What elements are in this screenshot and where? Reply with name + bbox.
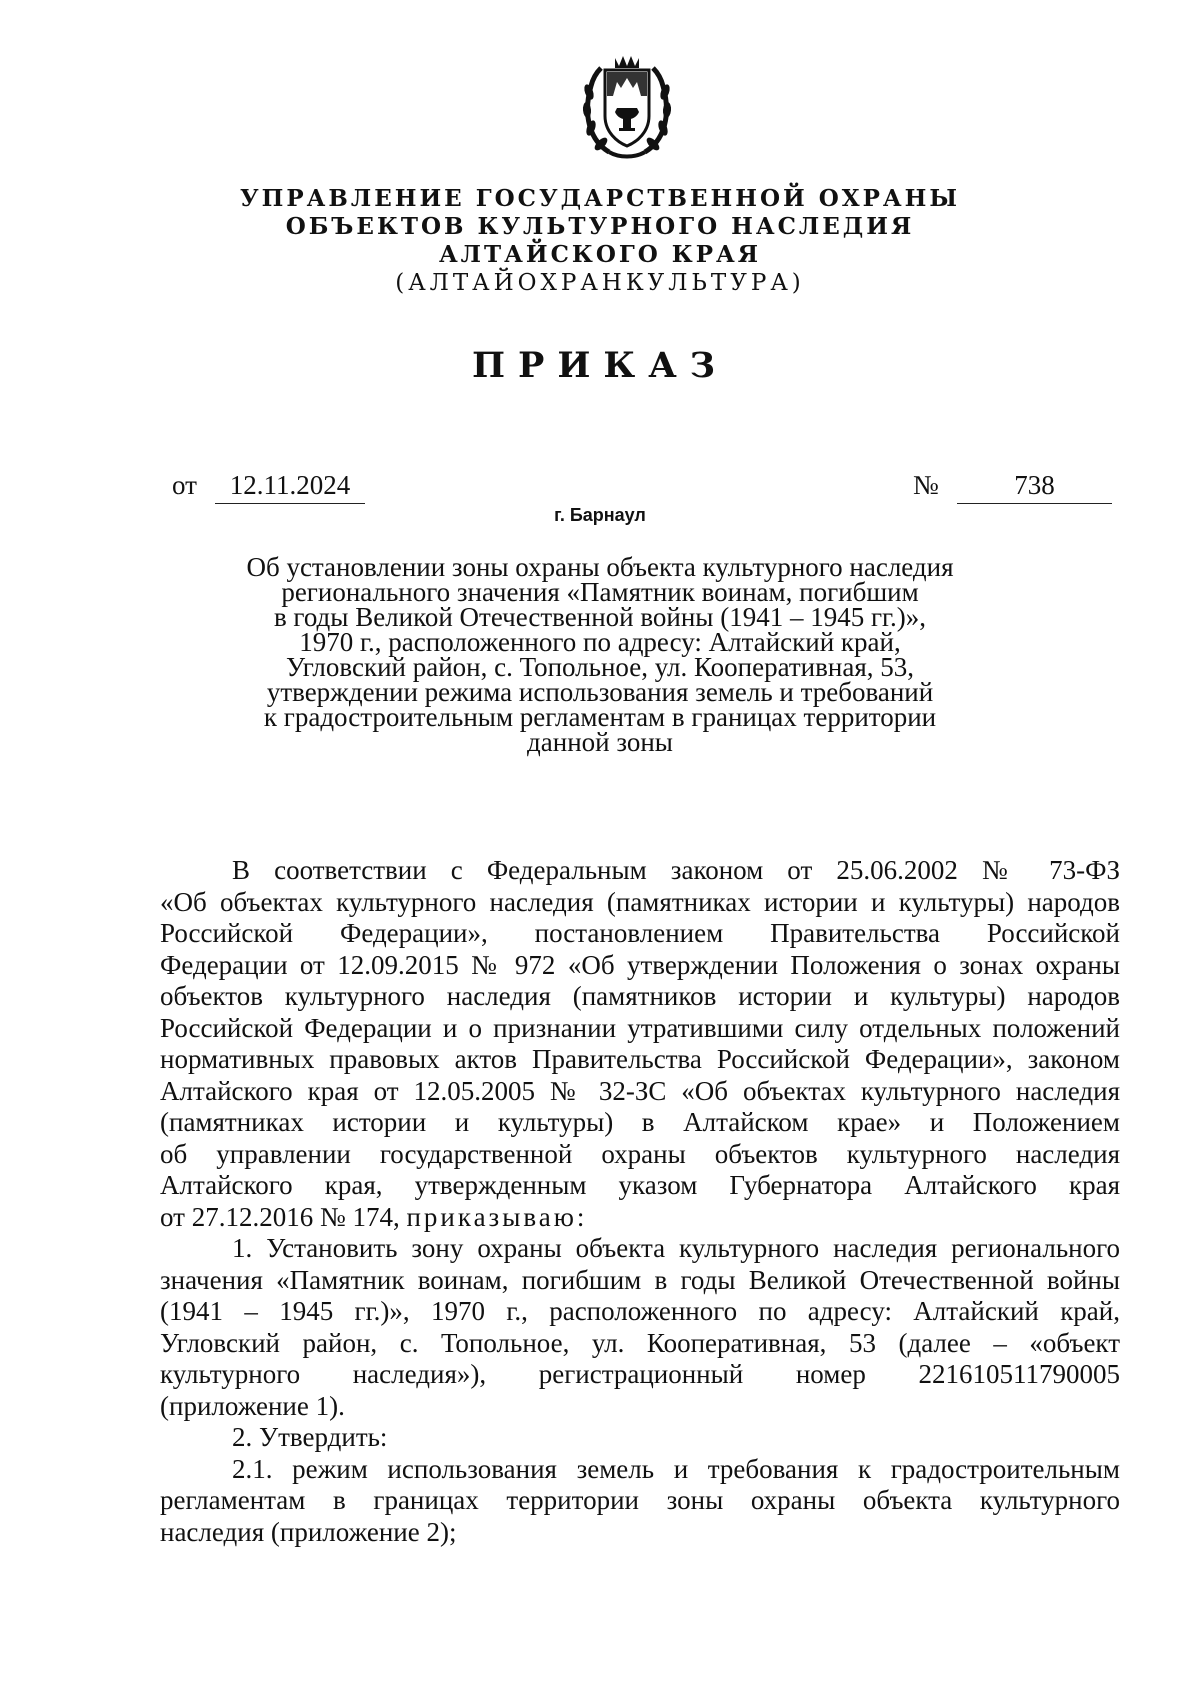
subject-line: в годы Великой Отечественной войны (1941 – 1945 гг.)», — [273, 602, 927, 632]
item-2-1-line: регламентам в границах территории зоны охраны объекта культурного — [160, 1485, 1120, 1515]
body-line — [160, 1202, 1120, 1234]
body-line: «Об объектах культурного наследия (памятниках истории и культуры) народов — [160, 886, 1120, 917]
item-1-line: 1. Установить зону охраны объекта культурного наследия регионального — [232, 1233, 1120, 1263]
body-line: нормативных правовых актов Правительства Российской Федерации», законом — [160, 1044, 1120, 1074]
item-2-1-line: наследия (приложение 2); — [160, 1516, 457, 1547]
item-1-line: значения «Памятник воинам, погибшим в годы Великой Отечественной войны — [160, 1264, 1120, 1295]
body-line: В соответствии с Федеральным законом от 25.06.2002 № 73-ФЗ — [232, 855, 1120, 885]
document-type-title: ПРИКАЗ — [471, 345, 729, 386]
body-line: об управлении государственной охраны объектов культурного наследия — [160, 1138, 1120, 1169]
city-name: г. Барнаул — [554, 505, 646, 525]
subject-line: к градостроительным регламентам в границах территории — [263, 702, 937, 732]
document-number: 738 — [957, 470, 1112, 504]
body-line: объектов культурного наследия (памятников истории и культуры) народов — [160, 981, 1120, 1011]
subject-line: утверждении режима использования земель и требований — [266, 677, 934, 707]
body-line: Алтайского края от 12.05.2005 № 32-ЗС «Об объектах культурного наследия — [160, 1075, 1120, 1106]
subject-line: Об установлении зоны охраны объекта культурного наследия — [246, 552, 954, 582]
item-2-1-line: 2.1. режим использования земель и требования к градостроительным — [232, 1453, 1120, 1484]
subject-line: регионального значения «Памятник воинам, погибшим — [281, 577, 919, 607]
document-date: 12.11.2024 — [215, 470, 365, 504]
item-1-line: (приложение 1). — [160, 1390, 345, 1421]
altai-coat-of-arms-emblem — [579, 52, 675, 162]
org-name-line-1: УПРАВЛЕНИЕ ГОСУДАРСТВЕННОЙ ОХРАНЫ — [240, 185, 960, 212]
document-subject — [210, 552, 990, 757]
body-line: Российской Федерации и о признании утратившими силу отдельных положений — [160, 1012, 1120, 1043]
body-line: Алтайского края, утвержденным указом Губернатора Алтайского края — [160, 1170, 1120, 1200]
org-short-name: (АЛТАЙОХРАНКУЛЬТУРА) — [395, 270, 805, 296]
order-word: приказываю: — [406, 1201, 588, 1232]
body-line: Федерации от 12.09.2015 № 972 «Об утверждении Положения о зонах охраны — [160, 949, 1120, 980]
body-line: (памятниках истории и культуры) в Алтайском крае» и Положением — [160, 1107, 1120, 1137]
item-1-line: Угловский район, с. Топольное, ул. Кооперативная, 53 (далее – «объект — [160, 1327, 1120, 1358]
item-1-line: культурного наследия»), регистрационный номер 221610511790005 — [160, 1359, 1120, 1389]
document-body — [160, 855, 1120, 1548]
org-name-line-3: АЛТАЙСКОГО КРАЯ — [438, 241, 762, 268]
item-1-line: (1941 – 1945 гг.)», 1970 г., расположенного по адресу: Алтайский край, — [160, 1296, 1120, 1326]
subject-line: Угловский район, с. Топольное, ул. Кооперативная, 53, — [285, 652, 914, 682]
body-line: Российской Федерации», постановлением Правительства Российской — [160, 918, 1120, 948]
subject-line: 1970 г., расположенного по адресу: Алтайский край, — [299, 627, 901, 657]
date-label: от — [172, 470, 197, 500]
preamble-end: от 27.12.2016 № 174, — [160, 1201, 400, 1232]
item-2: 2. Утвердить: — [232, 1422, 388, 1452]
subject-line: данной зоны — [527, 727, 673, 757]
org-name-line-2: ОБЪЕКТОВ КУЛЬТУРНОГО НАСЛЕДИЯ — [285, 213, 915, 240]
number-label: № — [913, 470, 939, 500]
